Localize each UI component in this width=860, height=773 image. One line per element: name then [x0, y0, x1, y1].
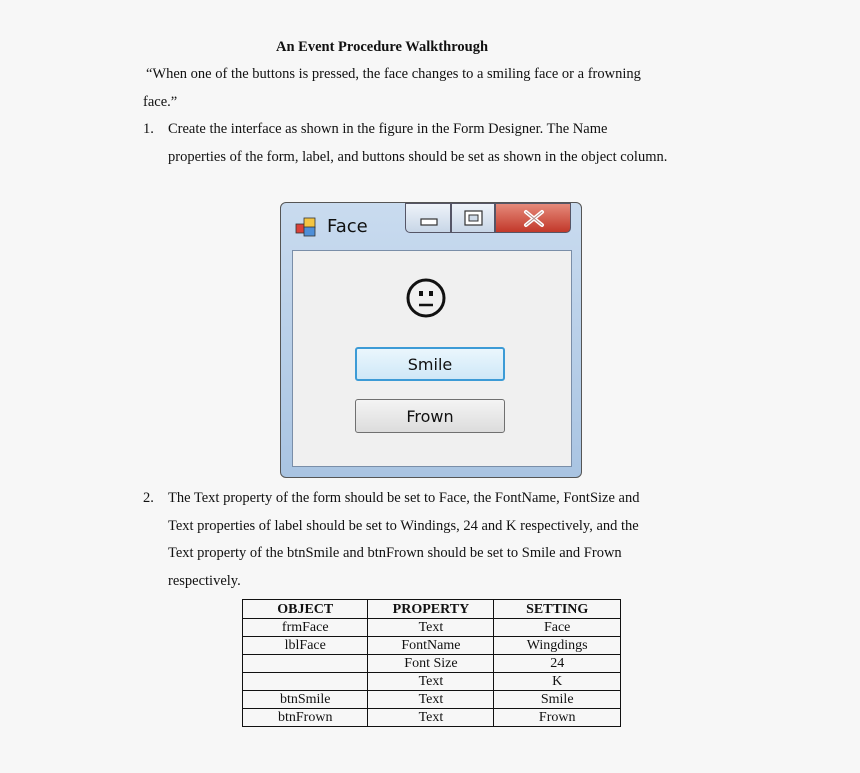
maximize-button[interactable] — [451, 203, 495, 233]
cell-object: btnFrown — [243, 709, 368, 727]
face-form-window — [280, 202, 582, 478]
step1-number: 1. — [143, 121, 154, 137]
minimize-icon — [406, 204, 452, 232]
table-row — [243, 655, 621, 673]
cell-property: Text — [368, 619, 494, 637]
step2-line-2: Text properties of label should be set to Windings, 24 and K respectively, and the — [168, 518, 639, 534]
table-header-row — [243, 600, 621, 619]
property-table — [242, 599, 621, 727]
smile-button[interactable]: Smile — [355, 347, 505, 381]
intro-line-1: “When one of the buttons is pressed, the face changes to a smiling face or a frowning — [146, 66, 641, 82]
header-object: OBJECT — [243, 600, 368, 619]
form-client-area — [292, 250, 572, 467]
cell-setting: 24 — [494, 655, 621, 673]
window-title: Face — [327, 216, 368, 237]
close-icon — [496, 204, 572, 232]
close-button[interactable] — [495, 203, 571, 233]
cell-property: Font Size — [368, 655, 494, 673]
app-icon — [295, 217, 317, 237]
cell-property: Text — [368, 691, 494, 709]
neutral-face-icon — [405, 277, 447, 319]
step2-line-4: respectively. — [168, 573, 241, 589]
cell-object: btnSmile — [243, 691, 368, 709]
cell-setting: Smile — [494, 691, 621, 709]
step2-line-3: Text property of the btnSmile and btnFrown should be set to Smile and Frown — [168, 545, 622, 561]
cell-object: lblFace — [243, 637, 368, 655]
table-row — [243, 637, 621, 655]
table-row — [243, 709, 621, 727]
header-setting: SETTING — [494, 600, 621, 619]
step1-line-1: Create the interface as shown in the figure in the Form Designer. The Name — [168, 121, 608, 137]
maximize-icon — [452, 204, 496, 232]
cell-property: FontName — [368, 637, 494, 655]
cell-setting: K — [494, 673, 621, 691]
table-row — [243, 673, 621, 691]
cell-property: Text — [368, 673, 494, 691]
cell-property: Text — [368, 709, 494, 727]
cell-object — [243, 673, 368, 691]
step1-line-2: properties of the form, label, and buttons should be set as shown in the object column. — [168, 149, 668, 165]
cell-setting: Face — [494, 619, 621, 637]
step2-line-1: The Text property of the form should be set to Face, the FontName, FontSize and — [168, 490, 640, 506]
intro-line-2: face.” — [143, 94, 178, 110]
cell-object — [243, 655, 368, 673]
frown-button[interactable]: Frown — [355, 399, 505, 433]
table-row — [243, 619, 621, 637]
minimize-button[interactable] — [405, 203, 451, 233]
cell-object: frmFace — [243, 619, 368, 637]
header-property: PROPERTY — [368, 600, 494, 619]
cell-setting: Frown — [494, 709, 621, 727]
step2-number: 2. — [143, 490, 154, 506]
doc-title: An Event Procedure Walkthrough — [276, 39, 489, 55]
cell-setting: Wingdings — [494, 637, 621, 655]
table-row — [243, 691, 621, 709]
